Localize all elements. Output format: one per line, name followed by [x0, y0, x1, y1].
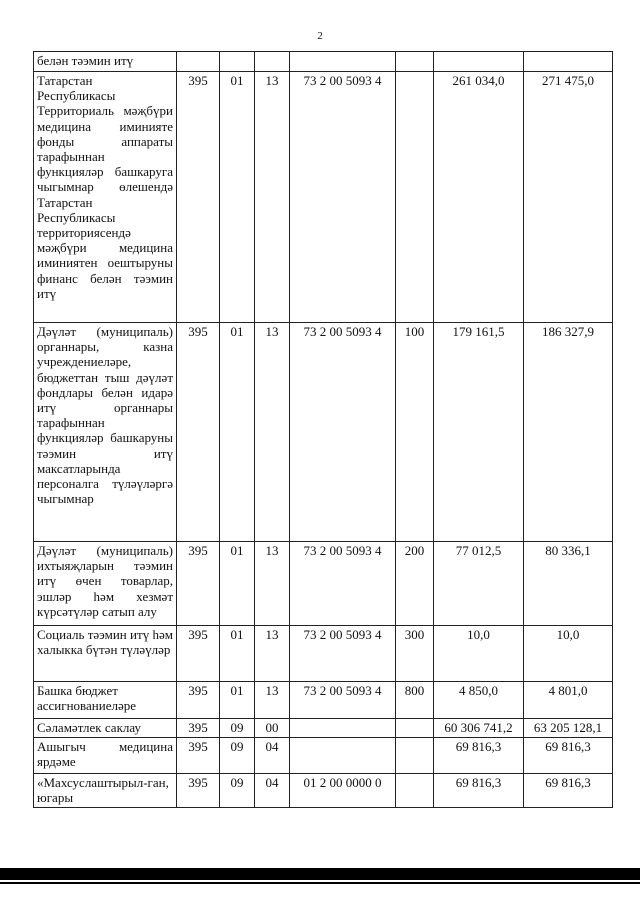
target-code: 73 2 00 5093 4 — [290, 72, 396, 323]
target-code: 01 2 00 0000 0 — [290, 774, 396, 808]
expense-type — [396, 719, 434, 738]
section-code: 01 — [220, 626, 255, 682]
amount-year-1: 10,0 — [434, 626, 524, 682]
section-code: 01 — [220, 542, 255, 626]
target-code — [290, 738, 396, 774]
table-row — [34, 323, 613, 542]
budget-table — [33, 51, 613, 808]
expense-type — [396, 774, 434, 808]
target-code: 73 2 00 5093 4 — [290, 682, 396, 719]
section-code — [220, 52, 255, 72]
scan-bottom-border — [0, 868, 640, 880]
row-name: Социаль тәэмин итү һәм халыкка бүтән түләүләр — [34, 626, 177, 682]
subsection-code: 04 — [255, 738, 290, 774]
amount-year-1: 69 816,3 — [434, 738, 524, 774]
table-row — [34, 719, 613, 738]
section-code: 09 — [220, 738, 255, 774]
ministry-code: 395 — [177, 719, 220, 738]
ministry-code: 395 — [177, 774, 220, 808]
amount-year-2: 186 327,9 — [524, 323, 613, 542]
expense-type — [396, 52, 434, 72]
section-code: 09 — [220, 774, 255, 808]
subsection-code: 13 — [255, 682, 290, 719]
table-row — [34, 72, 613, 323]
row-name: белән тәэмин итү — [34, 52, 177, 72]
table-row — [34, 52, 613, 72]
expense-type: 200 — [396, 542, 434, 626]
target-code: 73 2 00 5093 4 — [290, 626, 396, 682]
target-code — [290, 52, 396, 72]
expense-type — [396, 72, 434, 323]
section-code: 01 — [220, 682, 255, 719]
target-code: 73 2 00 5093 4 — [290, 542, 396, 626]
amount-year-1: 4 850,0 — [434, 682, 524, 719]
amount-year-1: 261 034,0 — [434, 72, 524, 323]
table-row — [34, 626, 613, 682]
ministry-code: 395 — [177, 682, 220, 719]
table-row — [34, 682, 613, 719]
ministry-code: 395 — [177, 626, 220, 682]
scan-bottom-line — [0, 882, 640, 884]
row-name: Дәүләт (муниципаль) органнары, казна учреждениеләре, бюджеттан тыш дәүләт фондлары белән идарә итү органнары тарафыннан функцияләр башкаруны тәэмин итү максатларында персоналга түләүләргә чыгымнар — [34, 323, 177, 542]
amount-year-2: 69 816,3 — [524, 774, 613, 808]
table-row — [34, 542, 613, 626]
section-code: 09 — [220, 719, 255, 738]
amount-year-2: 10,0 — [524, 626, 613, 682]
expense-type: 300 — [396, 626, 434, 682]
amount-year-2: 271 475,0 — [524, 72, 613, 323]
row-name: Башка бюджет ассигнованиеләре — [34, 682, 177, 719]
section-code: 01 — [220, 72, 255, 323]
section-code: 01 — [220, 323, 255, 542]
amount-year-2: 63 205 128,1 — [524, 719, 613, 738]
ministry-code: 395 — [177, 72, 220, 323]
subsection-code: 13 — [255, 72, 290, 323]
amount-year-1: 179 161,5 — [434, 323, 524, 542]
subsection-code — [255, 52, 290, 72]
target-code: 73 2 00 5093 4 — [290, 323, 396, 542]
row-name: Сәламәтлек саклау — [34, 719, 177, 738]
expense-type: 800 — [396, 682, 434, 719]
expense-type — [396, 738, 434, 774]
amount-year-2: 80 336,1 — [524, 542, 613, 626]
amount-year-2: 69 816,3 — [524, 738, 613, 774]
amount-year-1: 69 816,3 — [434, 774, 524, 808]
subsection-code: 13 — [255, 542, 290, 626]
ministry-code: 395 — [177, 323, 220, 542]
subsection-code: 04 — [255, 774, 290, 808]
target-code — [290, 719, 396, 738]
row-name: «Махсуслаштырыл-ган, югары — [34, 774, 177, 808]
ministry-code: 395 — [177, 738, 220, 774]
amount-year-2 — [524, 52, 613, 72]
ministry-code — [177, 52, 220, 72]
expense-type: 100 — [396, 323, 434, 542]
page-number: 2 — [317, 30, 323, 42]
subsection-code: 00 — [255, 719, 290, 738]
table-row — [34, 774, 613, 808]
table-row — [34, 738, 613, 774]
amount-year-1: 77 012,5 — [434, 542, 524, 626]
subsection-code: 13 — [255, 323, 290, 542]
subsection-code: 13 — [255, 626, 290, 682]
amount-year-1: 60 306 741,2 — [434, 719, 524, 738]
row-name: Татарстан Республикасы Территориаль мәҗбүри медицина иминияте фонды аппараты тарафыннан функцияләр башкаруга чыгымнар өлешендә Татарстан Республикасы территориясендә мәҗбүри медицина иминиятен оештыруны финанс белән тәэмин итү — [34, 72, 177, 323]
amount-year-1 — [434, 52, 524, 72]
row-name: Ашыгыч медицина ярдәме — [34, 738, 177, 774]
ministry-code: 395 — [177, 542, 220, 626]
row-name: Дәүләт (муниципаль) ихтыяҗларын тәэмин итү өчен товарлар, эшләр һәм хезмәт күрсәтүләр сатып алу — [34, 542, 177, 626]
amount-year-2: 4 801,0 — [524, 682, 613, 719]
